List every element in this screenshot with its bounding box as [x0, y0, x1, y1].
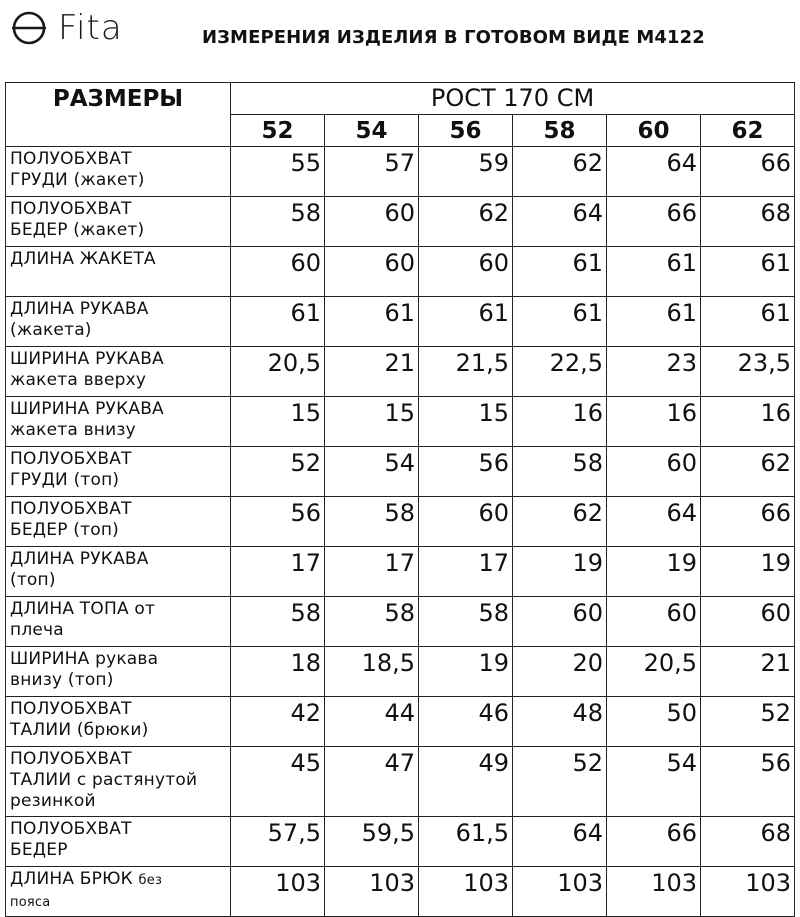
- measurement-label-line: жакета внизу: [10, 420, 136, 440]
- measurement-value: 23,5: [701, 347, 795, 397]
- brand-logo: [10, 6, 123, 50]
- measurement-value: 19: [513, 547, 607, 597]
- measurement-label-line: ТАЛИИ с растянутой: [10, 770, 198, 790]
- measurement-value: 62: [419, 197, 513, 247]
- measurement-value: 61: [419, 297, 513, 347]
- measurement-label-line: ПОЛУОБХВАТ: [10, 819, 132, 839]
- measurement-label: [6, 197, 231, 247]
- measurement-value: 16: [607, 397, 701, 447]
- measurement-value: 61: [513, 247, 607, 297]
- measurement-value: 44: [325, 697, 419, 747]
- measurement-label-note: без: [138, 873, 163, 888]
- measurement-label-line: резинкой: [10, 791, 96, 811]
- measurement-value: 61: [231, 297, 325, 347]
- measurement-value: 60: [325, 197, 419, 247]
- table-row: [6, 197, 795, 247]
- measurement-value: 64: [607, 497, 701, 547]
- measurement-label-line: (жакета): [10, 320, 92, 340]
- measurement-value: 48: [513, 697, 607, 747]
- measurement-value: 19: [607, 547, 701, 597]
- measurement-value: 62: [701, 447, 795, 497]
- measurement-label-line: ТАЛИИ (брюки): [10, 720, 149, 740]
- measurement-value: 49: [419, 747, 513, 817]
- table-row: [6, 347, 795, 397]
- measurement-value: 15: [325, 397, 419, 447]
- measurement-value: 57: [325, 147, 419, 197]
- measurement-value: 17: [231, 547, 325, 597]
- measurement-label-line: ШИРИНА рукава: [10, 649, 159, 669]
- measurement-value: 58: [325, 497, 419, 547]
- measurement-value: 47: [325, 747, 419, 817]
- measurement-label-line: внизу (топ): [10, 670, 114, 690]
- fita-theta-logo-icon: [10, 8, 50, 48]
- height-header-row: [6, 83, 795, 115]
- measurement-label: [6, 347, 231, 397]
- measurement-value: 42: [231, 697, 325, 747]
- measurement-label-line: ШИРИНА РУКАВА: [10, 399, 164, 419]
- measurement-label-line: ГРУДИ (топ): [10, 470, 120, 490]
- table-row: [6, 447, 795, 497]
- measurement-value: 60: [513, 597, 607, 647]
- table-row: [6, 867, 795, 917]
- size-chart-table: [5, 82, 795, 917]
- measurement-value: 56: [419, 447, 513, 497]
- measurement-value: 60: [701, 597, 795, 647]
- measurement-value: 103: [607, 867, 701, 917]
- measurement-value: 66: [607, 817, 701, 867]
- measurement-value: 54: [325, 447, 419, 497]
- measurement-label-line: ДЛИНА ЖАКЕТА: [10, 249, 156, 269]
- page-header: [0, 0, 800, 82]
- measurement-value: 60: [325, 247, 419, 297]
- measurement-value: 23: [607, 347, 701, 397]
- brand-name: Fita: [58, 8, 123, 48]
- measurement-label: [6, 647, 231, 697]
- measurement-value: 66: [701, 147, 795, 197]
- size-column-header: 62: [701, 115, 795, 147]
- measurement-value: 22,5: [513, 347, 607, 397]
- table-row: [6, 497, 795, 547]
- measurement-value: 58: [231, 597, 325, 647]
- size-column-header: 60: [607, 115, 701, 147]
- measurement-value: 61: [607, 297, 701, 347]
- measurement-value: 21,5: [419, 347, 513, 397]
- measurement-value: 19: [419, 647, 513, 697]
- measurement-label-line: БЕДЕР (топ): [10, 520, 119, 540]
- measurement-value: 61: [701, 297, 795, 347]
- measurement-value: 21: [701, 647, 795, 697]
- measurement-value: 103: [231, 867, 325, 917]
- measurement-value: 61: [701, 247, 795, 297]
- measurement-value: 16: [513, 397, 607, 447]
- measurement-value: 18,5: [325, 647, 419, 697]
- measurement-value: 68: [701, 197, 795, 247]
- measurement-value: 60: [607, 447, 701, 497]
- measurement-label-line: ДЛИНА ТОПА от: [10, 599, 156, 619]
- measurement-value: 52: [513, 747, 607, 817]
- table-row: [6, 747, 795, 817]
- measurement-value: 103: [701, 867, 795, 917]
- measurement-value: 61: [325, 297, 419, 347]
- measurement-label-line: ДЛИНА РУКАВА: [10, 549, 149, 569]
- size-column-header: 56: [419, 115, 513, 147]
- measurement-label: [6, 547, 231, 597]
- measurement-value: 15: [419, 397, 513, 447]
- measurement-value: 62: [513, 497, 607, 547]
- measurement-label: [6, 747, 231, 817]
- measurement-value: 64: [513, 817, 607, 867]
- measurement-value: 17: [325, 547, 419, 597]
- table-row: [6, 247, 795, 297]
- measurement-value: 60: [419, 247, 513, 297]
- measurement-label-line: БЕДЕР (жакет): [10, 220, 145, 240]
- measurement-label: [6, 867, 231, 917]
- measurement-value: 103: [325, 867, 419, 917]
- measurement-value: 58: [419, 597, 513, 647]
- size-column-header: 52: [231, 115, 325, 147]
- measurement-label: [6, 597, 231, 647]
- measurement-label: [6, 397, 231, 447]
- table-row: [6, 817, 795, 867]
- measurement-value: 62: [513, 147, 607, 197]
- measurement-value: 61: [513, 297, 607, 347]
- measurement-label-line: ШИРИНА РУКАВА: [10, 349, 164, 369]
- measurement-label: [6, 147, 231, 197]
- measurement-label-line: ПОЛУОБХВАТ: [10, 149, 132, 169]
- measurement-label-line: жакета вверху: [10, 370, 147, 390]
- measurement-value: 58: [231, 197, 325, 247]
- size-column-header: 54: [325, 115, 419, 147]
- table-row: [6, 397, 795, 447]
- measurement-value: 20,5: [231, 347, 325, 397]
- table-body: [6, 147, 795, 917]
- measurement-value: 16: [701, 397, 795, 447]
- measurement-value: 52: [231, 447, 325, 497]
- height-header: РОСТ 170 СМ: [231, 83, 795, 115]
- measurement-value: 55: [231, 147, 325, 197]
- measurement-label-line: ДЛИНА РУКАВА: [10, 299, 149, 319]
- measurement-value: 58: [513, 447, 607, 497]
- measurement-label-line: ПОЛУОБХВАТ: [10, 699, 132, 719]
- measurement-label-line: ПОЛУОБХВАТ: [10, 749, 132, 769]
- measurement-value: 52: [701, 697, 795, 747]
- measurement-value: 45: [231, 747, 325, 817]
- measurement-label-note: пояса: [10, 895, 51, 910]
- measurement-value: 50: [607, 697, 701, 747]
- table-row: [6, 597, 795, 647]
- measurement-value: 61: [607, 247, 701, 297]
- measurement-label-line: ГРУДИ (жакет): [10, 170, 145, 190]
- measurement-value: 20: [513, 647, 607, 697]
- table-row: [6, 547, 795, 597]
- measurement-value: 59,5: [325, 817, 419, 867]
- measurement-value: 58: [325, 597, 419, 647]
- measurement-value: 60: [419, 497, 513, 547]
- measurement-value: 19: [701, 547, 795, 597]
- measurement-value: 68: [701, 817, 795, 867]
- measurement-label-line: БЕДЕР: [10, 840, 68, 860]
- measurement-label: [6, 247, 231, 297]
- measurement-value: 57,5: [231, 817, 325, 867]
- measurement-value: 59: [419, 147, 513, 197]
- measurement-label-line: ПОЛУОБХВАТ: [10, 449, 132, 469]
- measurement-value: 56: [701, 747, 795, 817]
- measurement-value: 60: [607, 597, 701, 647]
- measurement-label: [6, 817, 231, 867]
- size-column-header: 58: [513, 115, 607, 147]
- measurement-value: 54: [607, 747, 701, 817]
- measurement-value: 103: [419, 867, 513, 917]
- measurement-label: [6, 497, 231, 547]
- measurement-label: [6, 697, 231, 747]
- measurement-value: 56: [231, 497, 325, 547]
- table-row: [6, 647, 795, 697]
- measurement-value: 60: [231, 247, 325, 297]
- measurement-label-line: ПОЛУОБХВАТ: [10, 499, 132, 519]
- sizes-header: РАЗМЕРЫ: [6, 83, 231, 147]
- measurement-value: 46: [419, 697, 513, 747]
- measurement-value: 64: [607, 147, 701, 197]
- measurement-value: 15: [231, 397, 325, 447]
- measurement-value: 20,5: [607, 647, 701, 697]
- table-row: [6, 147, 795, 197]
- measurement-label-line: ДЛИНА БРЮК: [10, 869, 133, 889]
- measurement-label-line: ПОЛУОБХВАТ: [10, 199, 132, 219]
- measurement-label: [6, 447, 231, 497]
- measurement-value: 103: [513, 867, 607, 917]
- measurement-value: 66: [607, 197, 701, 247]
- measurement-value: 18: [231, 647, 325, 697]
- measurement-value: 64: [513, 197, 607, 247]
- measurement-value: 17: [419, 547, 513, 597]
- table-row: [6, 297, 795, 347]
- measurement-value: 61,5: [419, 817, 513, 867]
- table-row: [6, 697, 795, 747]
- page-title: ИЗМЕРЕНИЯ ИЗДЕЛИЯ В ГОТОВОМ ВИДЕ М4122: [202, 27, 705, 48]
- measurement-label-line: плеча: [10, 620, 64, 640]
- measurement-value: 66: [701, 497, 795, 547]
- measurement-label-line: (топ): [10, 570, 56, 590]
- measurement-value: 21: [325, 347, 419, 397]
- measurement-label: [6, 297, 231, 347]
